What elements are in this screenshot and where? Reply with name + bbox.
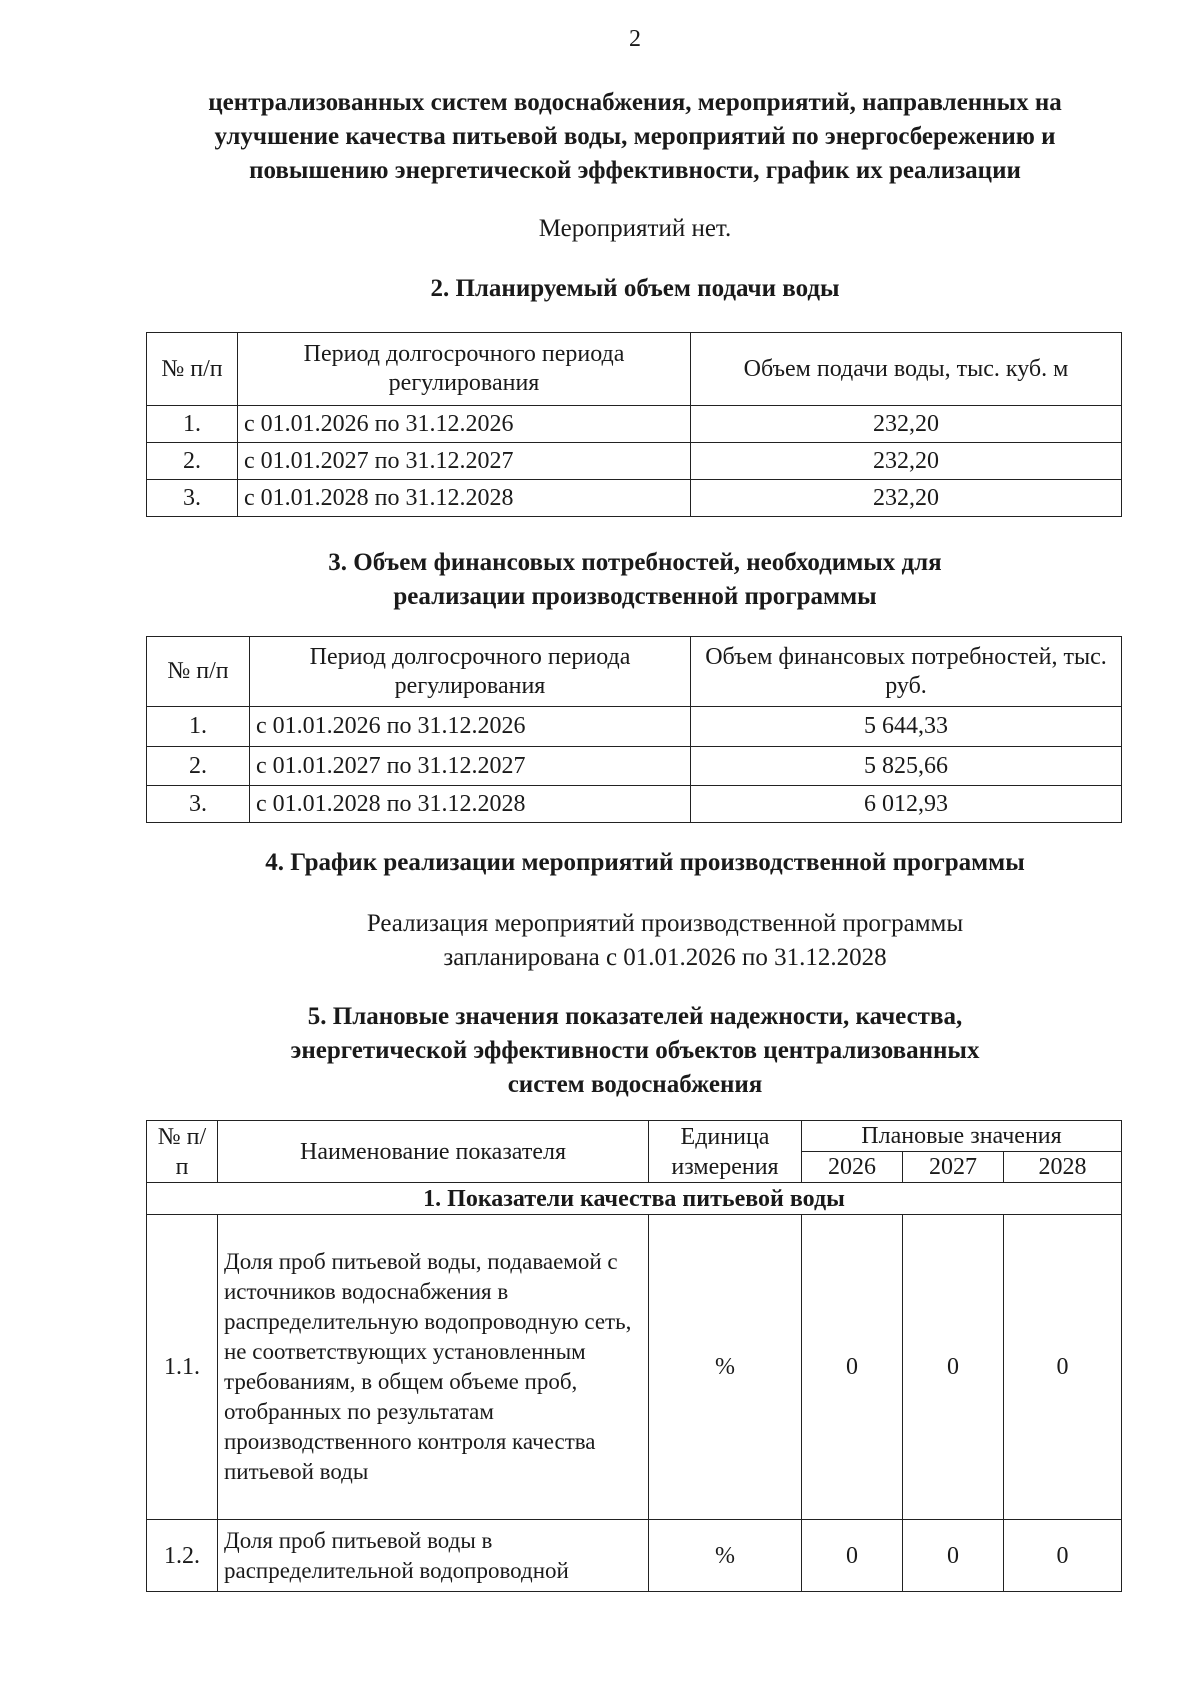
row-period: с 01.01.2027 по 31.12.2027 [250,747,691,786]
title-line: реализации производственной программы [393,583,877,610]
row-unit: % [649,1215,802,1520]
row-num: 1.2. [147,1520,218,1592]
no-measures-text: Мероприятий нет. [538,215,732,242]
row-num: 1. [147,406,238,443]
header-period: Период долгосрочного периода регулирования [250,637,691,707]
row-value: 232,20 [691,480,1122,517]
row-period: с 01.01.2028 по 31.12.2028 [238,480,691,517]
row-period: с 01.01.2028 по 31.12.2028 [250,786,691,823]
row-num: 1.1. [147,1215,218,1520]
section3-title [140,546,1130,614]
page-number: 2 [629,26,641,52]
table-group-row [147,1183,1122,1215]
row-num: 2. [147,443,238,480]
section2-title: 2. Планируемый объем подачи воды [430,275,840,302]
row-value: 232,20 [691,406,1122,443]
text-line: запланирована с 01.01.2026 по 31.12.2028 [443,944,887,971]
row-period: с 01.01.2026 по 31.12.2026 [238,406,691,443]
header-name: Наименование показателя [218,1121,649,1183]
table-row [147,786,1122,823]
financial-needs-table [146,636,1122,823]
text-line: Реализация мероприятий производственной программы [366,910,964,937]
row-value: 5 644,33 [691,707,1122,747]
table-row [147,1520,1122,1592]
row-value: 232,20 [691,443,1122,480]
row-value-2027: 0 [903,1215,1004,1520]
section4-title: 4. График реализации мероприятий производственной программы [265,849,1025,876]
row-name: Доля проб питьевой воды, подаваемой с источников водоснабжения в распределительную водопроводную сеть, не соответствующих установленным требованиям, в общем объеме проб, отобранных по результатам производственного контроля качества питьевой воды [218,1215,649,1520]
row-value: 6 012,93 [691,786,1122,823]
row-value-2026: 0 [802,1215,903,1520]
header-year: 2026 [802,1152,903,1183]
heading-continuation [140,86,1130,188]
row-num: 1. [147,707,250,747]
table-row [147,707,1122,747]
row-value-2028: 0 [1004,1215,1122,1520]
header-financial: Объем финансовых потребностей, тыс. руб. [691,637,1122,707]
section5-title [140,1000,1130,1102]
row-value-2027: 0 [903,1520,1004,1592]
header-period: Период долгосрочного периода регулирования [238,333,691,406]
header-num: № п/п [147,637,250,707]
section4-text [180,907,1150,975]
header-year: 2027 [903,1152,1004,1183]
row-value: 5 825,66 [691,747,1122,786]
table-header-row [147,1121,1122,1152]
indicators-table [146,1120,1122,1592]
heading-line: повышению энергетической эффективности, график их реализации [249,157,1021,184]
row-value-2028: 0 [1004,1520,1122,1592]
table-row [147,747,1122,786]
header-num: № п/п [147,1121,218,1183]
row-unit: % [649,1520,802,1592]
title-line: 5. Плановые значения показателей надежности, качества, [307,1003,963,1030]
row-num: 3. [147,480,238,517]
supply-volume-table [146,332,1122,517]
header-num: № п/п [147,333,238,406]
heading-line: централизованных систем водоснабжения, мероприятий, направленных на [208,89,1062,116]
group-title: 1. Показатели качества питьевой воды [147,1183,1122,1215]
row-name: Доля проб питьевой воды в распределительной водопроводной [218,1520,649,1592]
table-header-row [147,637,1122,707]
row-period: с 01.01.2027 по 31.12.2027 [238,443,691,480]
table-header-row [147,333,1122,406]
row-num: 2. [147,747,250,786]
header-volume: Объем подачи воды, тыс. куб. м [691,333,1122,406]
title-line: энергетической эффективности объектов централизованных [290,1037,980,1064]
header-year: 2028 [1004,1152,1122,1183]
table-row [147,406,1122,443]
title-line: систем водоснабжения [507,1071,763,1098]
row-num: 3. [147,786,250,823]
table-row [147,443,1122,480]
table-row [147,1215,1122,1520]
header-planned: Плановые значения [802,1121,1122,1152]
row-value-2026: 0 [802,1520,903,1592]
table-row [147,480,1122,517]
heading-line: улучшение качества питьевой воды, мероприятий по энергосбережению и [214,123,1056,150]
header-unit: Единица измерения [649,1121,802,1183]
row-period: с 01.01.2026 по 31.12.2026 [250,707,691,747]
title-line: 3. Объем финансовых потребностей, необходимых для [328,549,942,576]
